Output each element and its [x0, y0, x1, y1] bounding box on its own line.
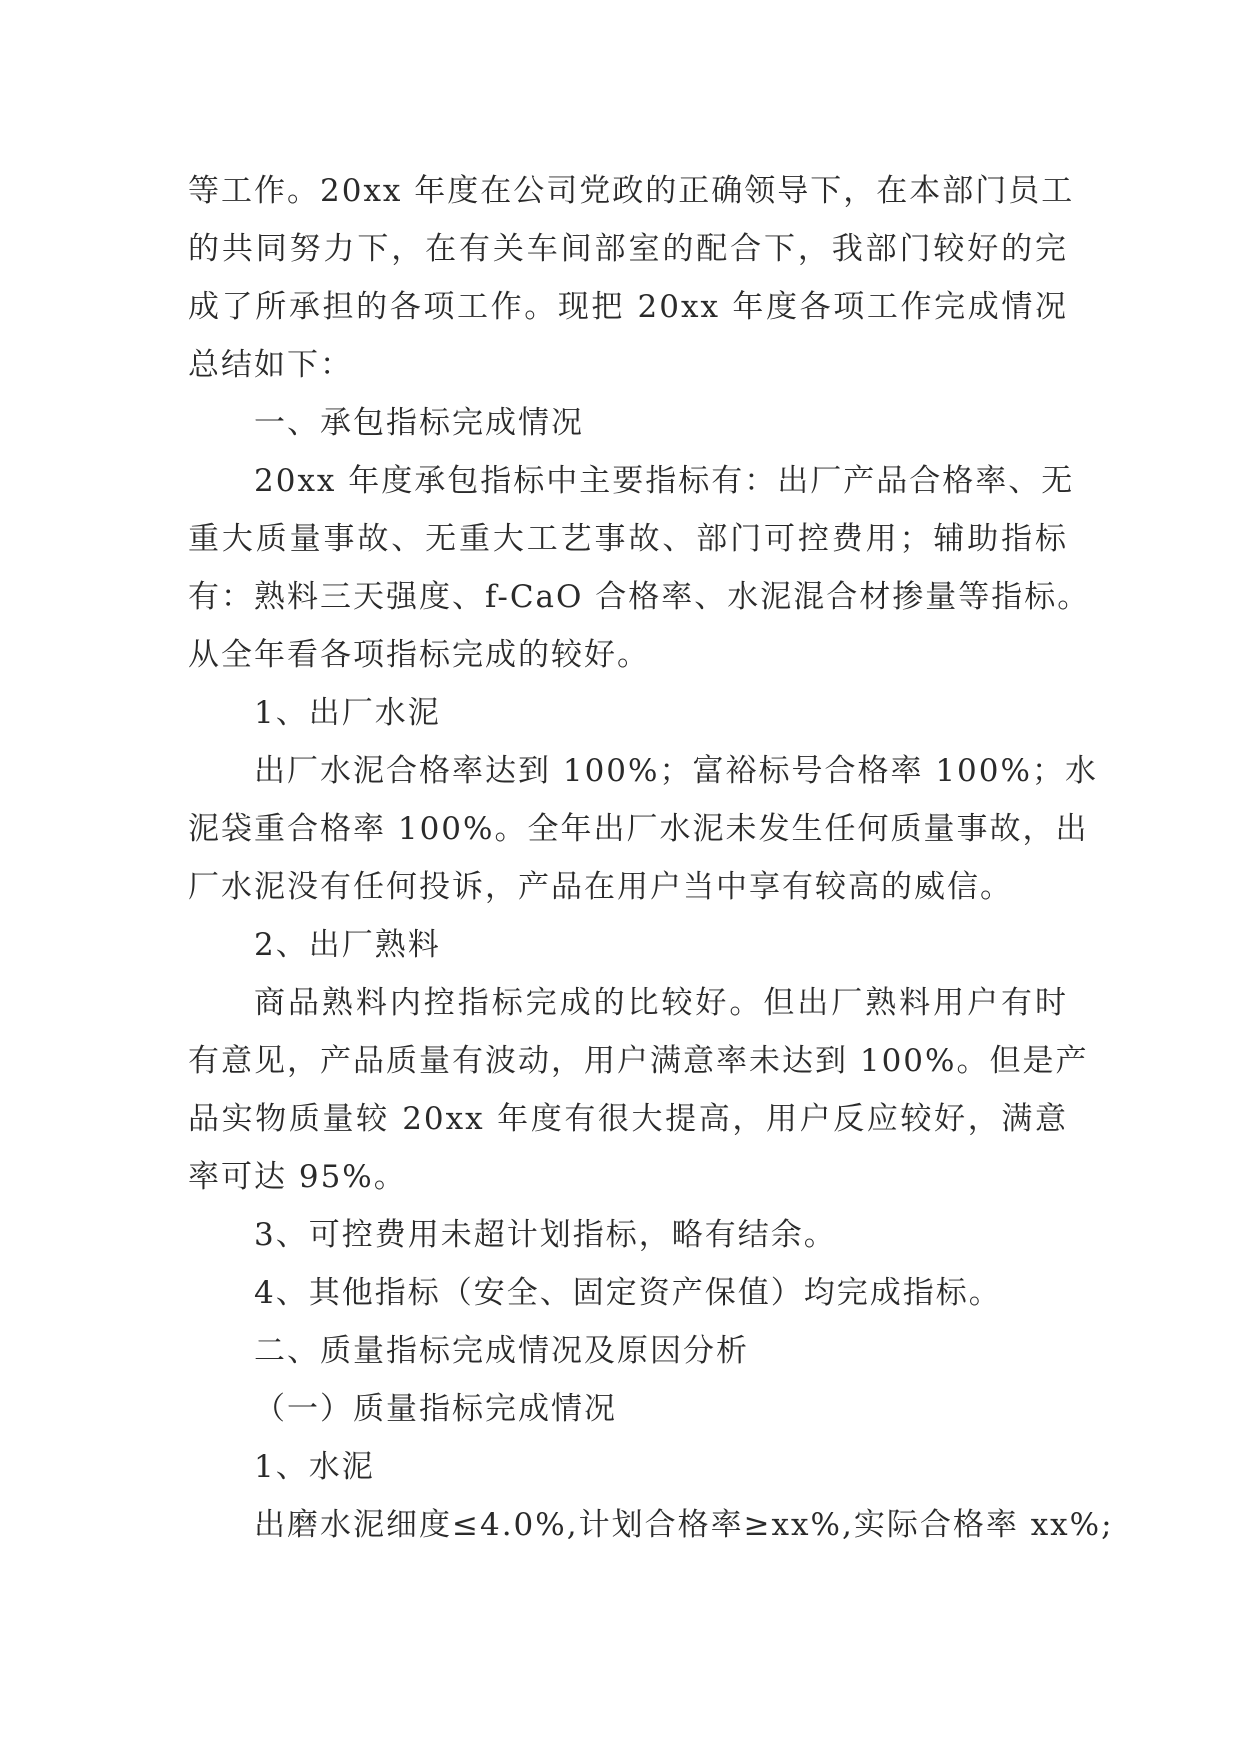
text-line: 率可达 95%。	[188, 1159, 407, 1195]
subsection-heading: 1、水泥	[254, 1449, 375, 1485]
subsection-heading: （一）质量指标完成情况	[254, 1391, 617, 1427]
text-line: 从全年看各项指标完成的较好。	[188, 637, 650, 673]
text-line: 总结如下：	[188, 347, 353, 383]
text-line: 3、可控费用未超计划指标，略有结余。	[254, 1217, 837, 1253]
text-line: 重大质量事故、无重大工艺事故、部门可控费用；辅助指标	[188, 521, 1068, 557]
text-line: 的共同努力下，在有关车间部室的配合下，我部门较好的完	[188, 231, 1068, 267]
text-line: 厂水泥没有任何投诉，产品在用户当中享有较高的威信。	[188, 869, 1013, 905]
text-line: 品实物质量较 20xx 年度有很大提高，用户反应较好，满意	[188, 1101, 1068, 1137]
text-line: 出磨水泥细度≤4.0%,计划合格率≥xx%,实际合格率 xx%;	[254, 1507, 1114, 1543]
section-heading: 一、承包指标完成情况	[254, 405, 584, 441]
text-line: 20xx 年度承包指标中主要指标有：出厂产品合格率、无	[254, 463, 1075, 499]
subsection-heading: 2、出厂熟料	[254, 927, 441, 963]
text-line: 4、其他指标（安全、固定资产保值）均完成指标。	[254, 1275, 1002, 1311]
text-line: 有：熟料三天强度、f-CaO 合格率、水泥混合材掺量等指标。	[188, 579, 1091, 615]
text-line: 商品熟料内控指标完成的比较好。但出厂熟料用户有时	[254, 985, 1068, 1021]
subsection-heading: 1、出厂水泥	[254, 695, 441, 731]
text-line: 有意见，产品质量有波动，用户满意率未达到 100%。但是产	[188, 1043, 1089, 1079]
text-line: 泥袋重合格率 100%。全年出厂水泥未发生任何质量事故，出	[188, 811, 1089, 847]
text-line: 等工作。20xx 年度在公司党政的正确领导下，在本部门员工	[188, 173, 1075, 209]
section-heading: 二、质量指标完成情况及原因分析	[254, 1333, 749, 1369]
text-line: 成了所承担的各项工作。现把 20xx 年度各项工作完成情况	[188, 289, 1068, 325]
text-line: 出厂水泥合格率达到 100%；富裕标号合格率 100%；水	[254, 753, 1098, 789]
document-body	[188, 162, 1114, 1554]
